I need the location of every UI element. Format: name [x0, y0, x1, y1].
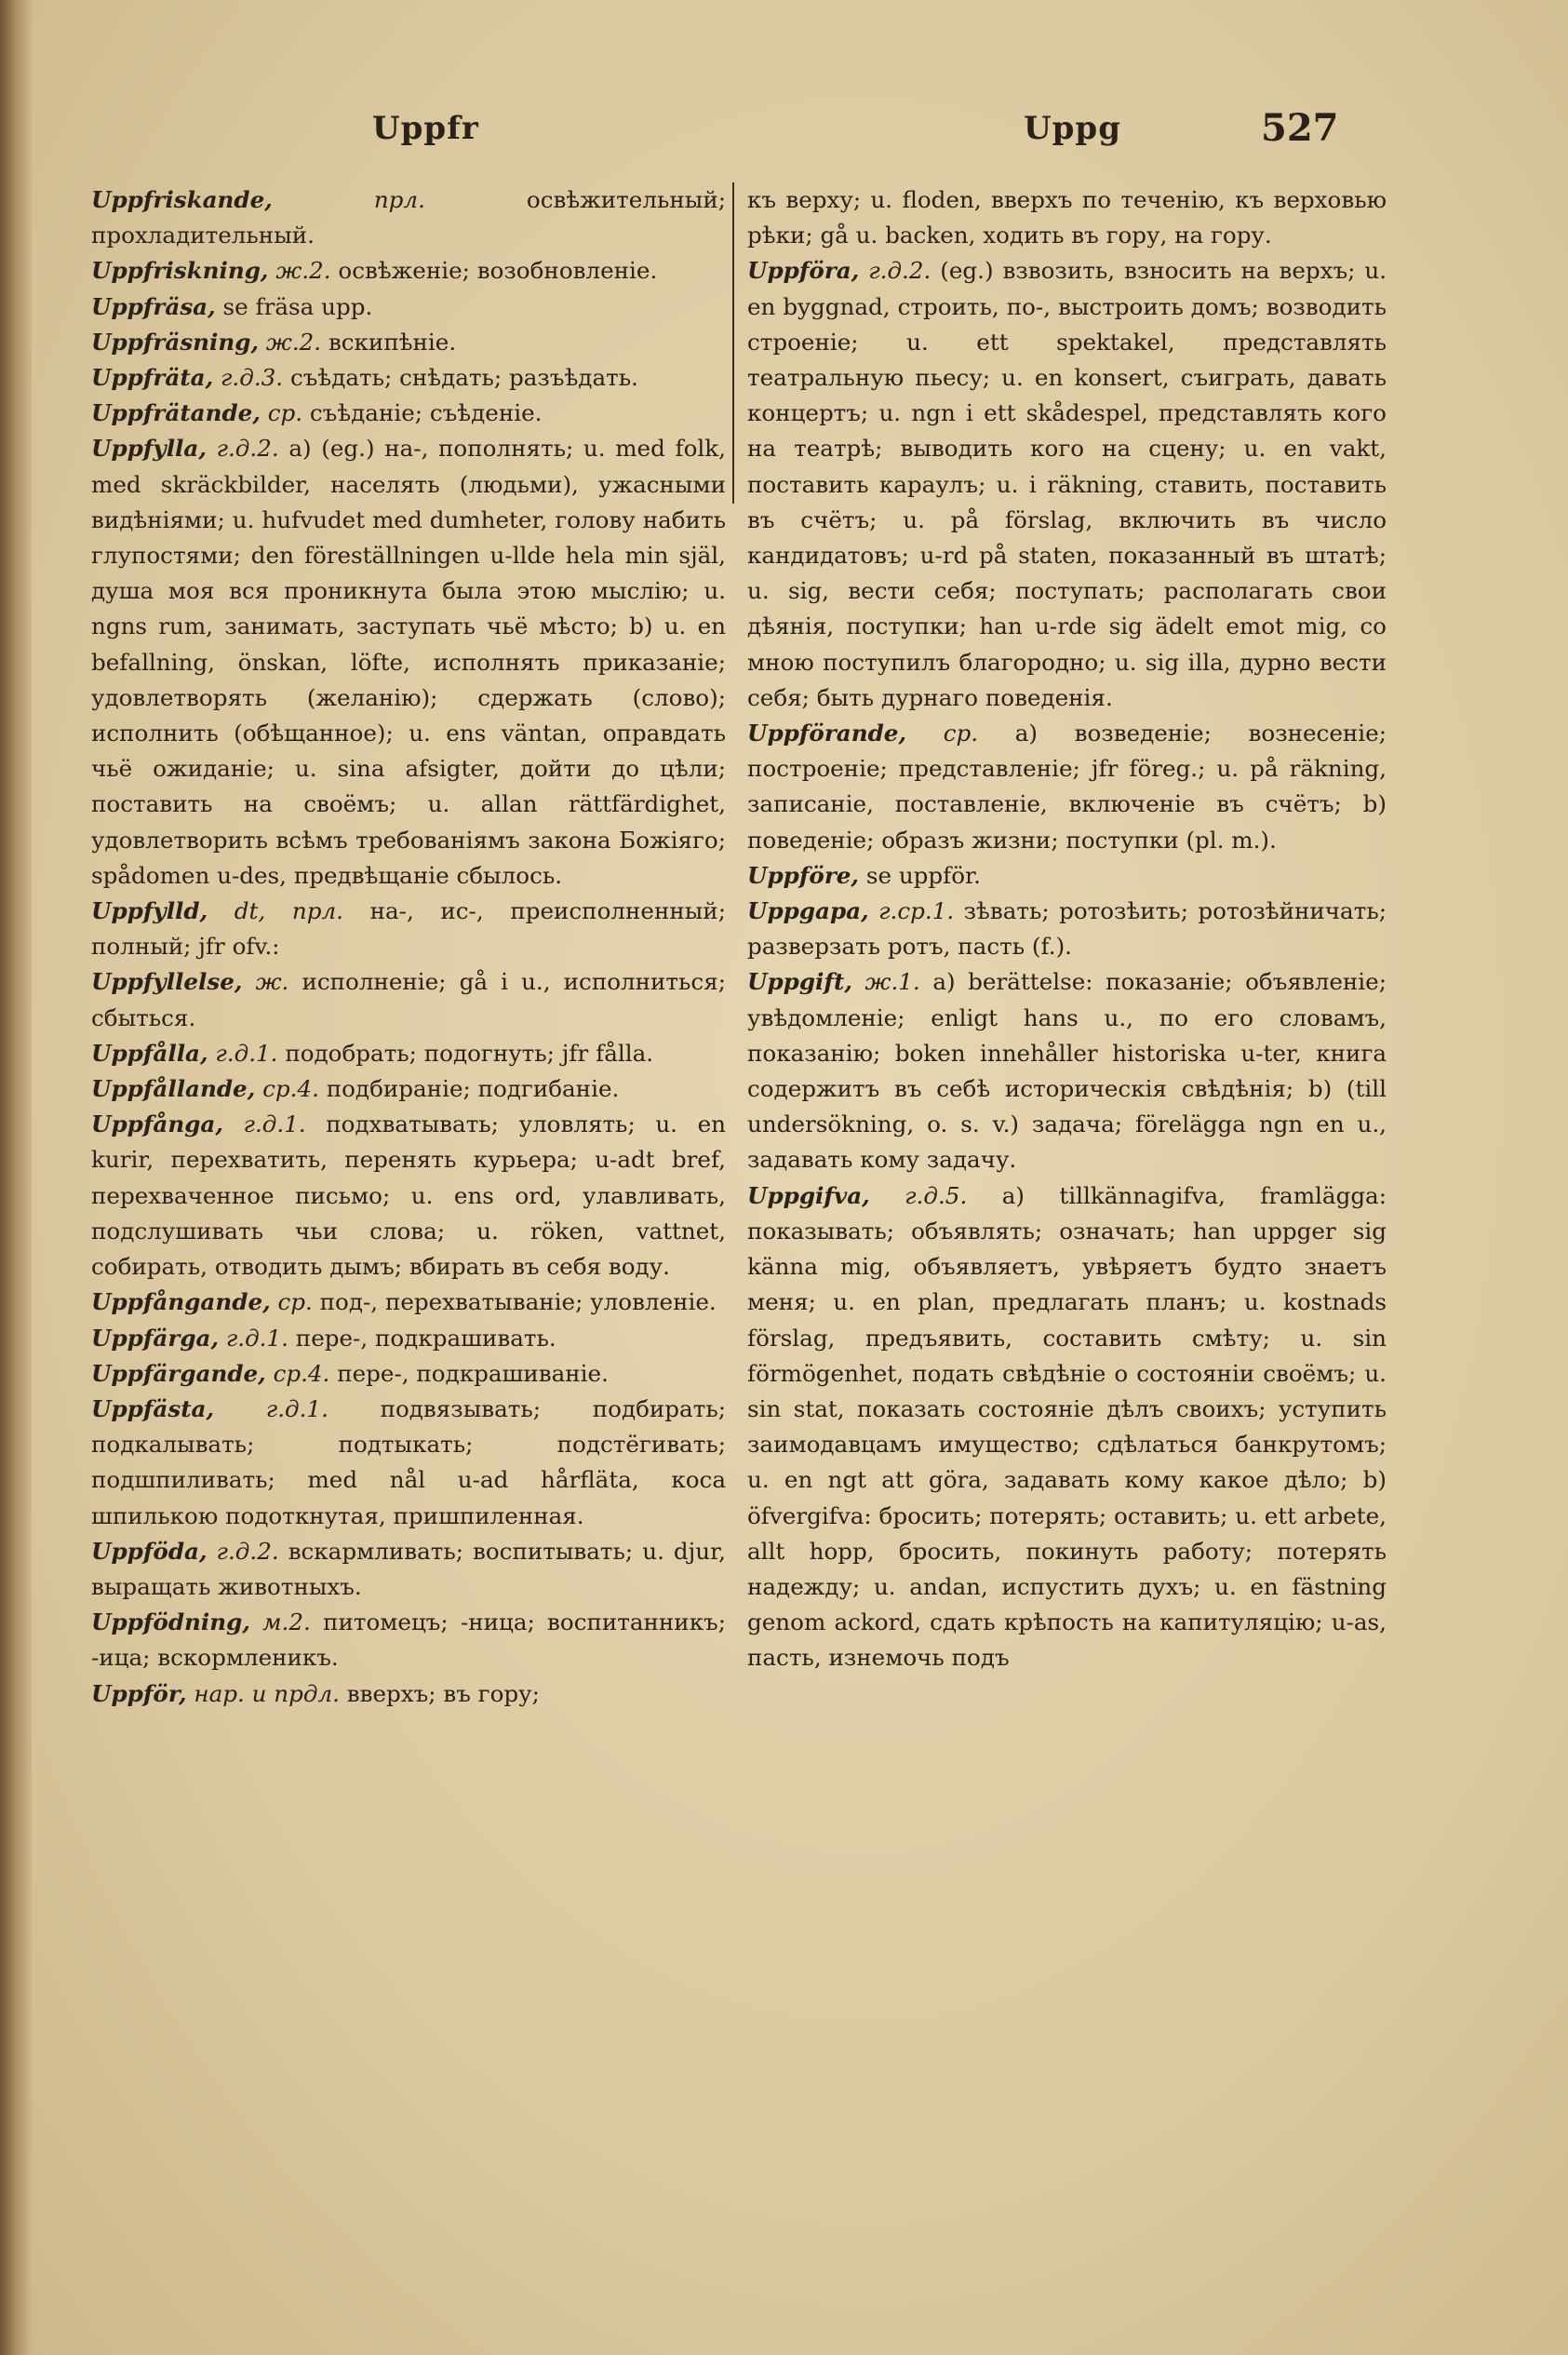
entry-grammar: г.д.1.: [265, 1394, 328, 1422]
entry-headword: Uppföra,: [747, 257, 860, 285]
dictionary-entry: [747, 858, 1387, 894]
dictionary-entry: [91, 182, 726, 253]
entry-definition: (eg.) взвозить, взносить на верхъ; u. en byggnad, строить, по-, выстроить домъ; возводить строеніе; u. ett spektakel, представлять театральную пьесу; u. en konsert, съиграть, давать концертъ; u. ngn i ett skådespel, представлять кого на театрѣ; выводить кого на сцену; u. en vakt, поставить караулъ; u. i räkning, ставить, поставить въ счётъ; u. på förslag, включить въ число кандидатовъ; u-rd på staten, показанный въ штатѣ; u. sig, вести себя; поступать; располагать свои дѣянія, поступки; han u-rde sig ädelt emot mig, со мною поступилъ благородно; u. sig illa, дурно вести себя; быть дурнаго поведенія.: [747, 257, 1387, 711]
entry-headword: Uppfästa,: [91, 1394, 215, 1422]
entry-definition: зѣвать; ротозѣить; ротозѣйничать; разверзать ротъ, пасть (f.).: [747, 897, 1387, 961]
right-column: [747, 182, 1387, 1676]
entry-headword: Uppfärga,: [91, 1324, 220, 1352]
entry-definition: вскипѣніе.: [328, 328, 457, 356]
entry-definition: на-, ис-, преисполненный; полный; jfr ofv.:: [91, 897, 726, 961]
dictionary-entry: [91, 1285, 726, 1320]
entry-headword: Uppföda,: [91, 1537, 208, 1565]
entry-definition: вскармливать; воспитывать; u. djur, выращать животныхъ.: [91, 1537, 726, 1600]
entry-grammar: ср.: [277, 1288, 313, 1316]
entry-headword: Uppföre,: [747, 861, 859, 889]
page-number: 527: [1261, 106, 1339, 150]
entry-grammar: ж.: [255, 968, 289, 996]
entry-grammar: г.д.3.: [221, 364, 284, 392]
entry-headword: Uppför,: [91, 1679, 187, 1707]
entry-definition: исполненіе; gå i u., исполниться; сбыться.: [91, 968, 726, 1031]
dictionary-entry: [91, 396, 726, 431]
entry-definition: вверхъ; въ гору;: [346, 1679, 540, 1707]
entry-grammar: ср.: [943, 720, 979, 747]
page-header: [0, 106, 1568, 166]
entry-definition: se fräsa upp.: [222, 292, 373, 320]
dictionary-entry: [747, 1178, 1387, 1676]
entry-grammar: г.д.1.: [225, 1324, 288, 1352]
entry-definition: съѣданіе; съѣденіе.: [309, 399, 543, 427]
entry-definition: питомецъ; -ница; воспитанникъ; -ица; вскормленикъ.: [91, 1608, 726, 1672]
dictionary-entry: [91, 289, 726, 325]
entry-headword: Uppfylla,: [91, 435, 207, 463]
entry-definition: a) berättelse: показаніе; объявленіе; увѣдомленіе; enligt hans u., по его словамъ, показанію; boken innehåller historiska u-ter, книга содержитъ въ себѣ историческія свѣдѣнія; b) (till undersökning, o. s. v.) задача; förelägga ngn en u., задавать кому задачу.: [747, 968, 1387, 1174]
entry-definition: освѣженіе; возобновленіе.: [338, 257, 658, 285]
entry-definition: se uppför.: [865, 861, 981, 889]
entry-definition: подвязывать; подбирать; подкалывать; подтыкать; подстёгивать; подшпиливать; med nål u-ad hårfläta, коса шпилькою подоткнутая, пришпиленная.: [91, 1394, 726, 1529]
entry-headword: Uppfrätande,: [91, 399, 261, 427]
dictionary-entry: [747, 716, 1387, 858]
dictionary-entry: [91, 1605, 726, 1675]
entry-headword: Uppgift,: [747, 968, 852, 996]
entry-definition: a) tillkännagifva, framlägga: показывать; объявлять; означать; han uppger sig känna mig, объявляетъ, увѣряетъ будто знаетъ меня; u. en plan, предлагать планъ; u. kostnads förslag, предъявить, составить смѣту; u. sin förmögenhet, подать свѣдѣніе о состояніи своёмъ; u. sin stat, показать состояніе дѣлъ своихъ; уступить заимодавцамъ имущество; сдѣлаться банкрутомъ; u. en ngt att göra, задавать кому какое дѣло; b) öfvergifva: бросить; потерять; оставить; u. ett arbete, allt hopp, бросить, покинуть работу; потерять надежду; u. andan, испустить духъ; u. en fästning genom ackord, сдать крѣпость на капитуляцію; u-as, пасть, изнемочь подъ: [747, 1181, 1387, 1672]
entry-grammar: ж.2.: [275, 257, 331, 285]
entry-definition: къ верху; u. floden, вверхъ по теченію, къ верховью рѣки; gå u. backen, ходить въ гору, на гору.: [747, 186, 1387, 249]
dictionary-entry: [91, 1534, 726, 1605]
entry-headword: Uppfärgande,: [91, 1359, 266, 1387]
dictionary-entry: [91, 360, 726, 396]
dictionary-entry: [91, 1321, 726, 1356]
book-spine-shadow: [0, 0, 32, 2355]
entry-grammar: м.2.: [262, 1608, 311, 1636]
column-divider: [732, 182, 734, 504]
entry-headword: Uppfånga,: [91, 1110, 223, 1138]
dictionary-entry: [91, 1356, 726, 1392]
dictionary-entry: [91, 964, 726, 1035]
entry-headword: Uppgapa,: [747, 897, 869, 925]
entry-grammar: г.ср.1.: [878, 897, 955, 925]
entry-definition: подбираніе; подгибаніе.: [326, 1075, 620, 1103]
entry-headword: Uppfylld,: [91, 897, 208, 925]
entry-grammar: ср.4.: [273, 1359, 330, 1387]
dictionary-entry: [91, 325, 726, 360]
entry-headword: Uppfräsa,: [91, 292, 216, 320]
dictionary-entry: [91, 894, 726, 964]
dictionary-entry: [91, 253, 726, 289]
dictionary-entry: [91, 431, 726, 894]
entry-headword: Uppfödning,: [91, 1608, 250, 1636]
entry-grammar: ж.1.: [864, 968, 920, 996]
entry-headword: Uppförande,: [747, 720, 907, 747]
entry-grammar: г.д.1.: [243, 1110, 306, 1138]
entry-headword: Uppfräta,: [91, 364, 214, 392]
dictionary-entry: [91, 1036, 726, 1071]
entry-headword: Uppfriskande,: [91, 186, 273, 213]
entry-grammar: г.д.2.: [868, 257, 931, 285]
entry-definition: пере-, подкрашивать.: [295, 1324, 556, 1352]
entry-definition: a) (eg.) на-, пополнять; u. med folk, med skräckbilder, населять (людьми), ужасными видѣніями; u. hufvudet med dumheter, голову набить глупостями; den föreställningen u-llde hela min själ, душа моя вся проникнута была этою мыслію; u. ngns rum, занимать, заступать чьё мѣсто; b) u. en befallning, önskan, löfte, исполнять приказаніе; удовлетворять (желанію); сдержать (слово); исполнить (обѣщанное); u. ens väntan, оправдать чьё ожиданіе; u. sina afsigter, дойти до цѣли; поставить на своёмъ; u. allan rättfärdighet, удовлетворить всѣмъ требованіямъ закона Божіяго; spådomen u-des, предвѣщаніе сбылось.: [91, 435, 726, 889]
dictionary-entry: [747, 253, 1387, 716]
entry-grammar: нар. и прдл.: [194, 1679, 340, 1707]
dictionary-entry: [91, 1392, 726, 1534]
dictionary-entry: [747, 964, 1387, 1178]
entry-grammar: г.д.2.: [216, 1537, 279, 1565]
entry-headword: Uppgifva,: [747, 1181, 870, 1209]
entry-definition: a) возведеніе; вознесеніе; построеніе; представленіе; jfr föreg.; u. på räkning, записаніе, поставленіе, включеніе въ счётъ; b) поведеніе; образъ жизни; поступки (pl. m.).: [747, 720, 1387, 854]
entry-grammar: г.д.2.: [216, 435, 279, 463]
entry-grammar: ср.: [267, 399, 303, 427]
dictionary-entry: [747, 182, 1387, 253]
entry-definition: подобрать; подогнуть; jfr fålla.: [285, 1039, 654, 1067]
entry-grammar: прл.: [373, 186, 425, 213]
entry-definition: съѣдать; снѣдать; разъѣдать.: [289, 364, 638, 392]
dictionary-entry: [91, 1071, 726, 1107]
entry-definition: подхватывать; уловлять; u. en kurir, перехватить, перенять курьера; u-adt bref, перехваченное письмо; u. ens ord, улавливать, подслушивать чьи слова; u. röken, vattnet, собирать, отводить дымъ; вбирать въ себя воду.: [91, 1110, 726, 1281]
right-guide-word: Uppg: [1024, 110, 1121, 147]
left-column: [91, 182, 726, 1712]
entry-definition: пере-, подкрашиваніе.: [337, 1359, 609, 1387]
entry-headword: Uppfräsning,: [91, 328, 260, 356]
entry-grammar: г.д.5.: [905, 1181, 968, 1209]
dictionary-entry: [91, 1107, 726, 1285]
entry-headword: Uppfållande,: [91, 1075, 256, 1103]
entry-headword: Uppfångande,: [91, 1288, 271, 1316]
entry-definition: освѣжительный; прохладительный.: [91, 186, 726, 249]
entry-grammar: ж.2.: [265, 328, 322, 356]
entry-grammar: ср.4.: [262, 1075, 319, 1103]
entry-headword: Uppfriskning,: [91, 257, 269, 285]
left-guide-word: Uppfr: [372, 110, 479, 147]
dictionary-entry: [91, 1676, 726, 1712]
entry-grammar: г.д.1.: [215, 1039, 278, 1067]
entry-headword: Uppfålla,: [91, 1039, 208, 1067]
entry-grammar: dt, прл.: [234, 897, 343, 925]
entry-headword: Uppfyllelse,: [91, 968, 243, 996]
dictionary-entry: [747, 894, 1387, 964]
entry-definition: под-, перехватываніе; уловленіе.: [319, 1288, 717, 1316]
